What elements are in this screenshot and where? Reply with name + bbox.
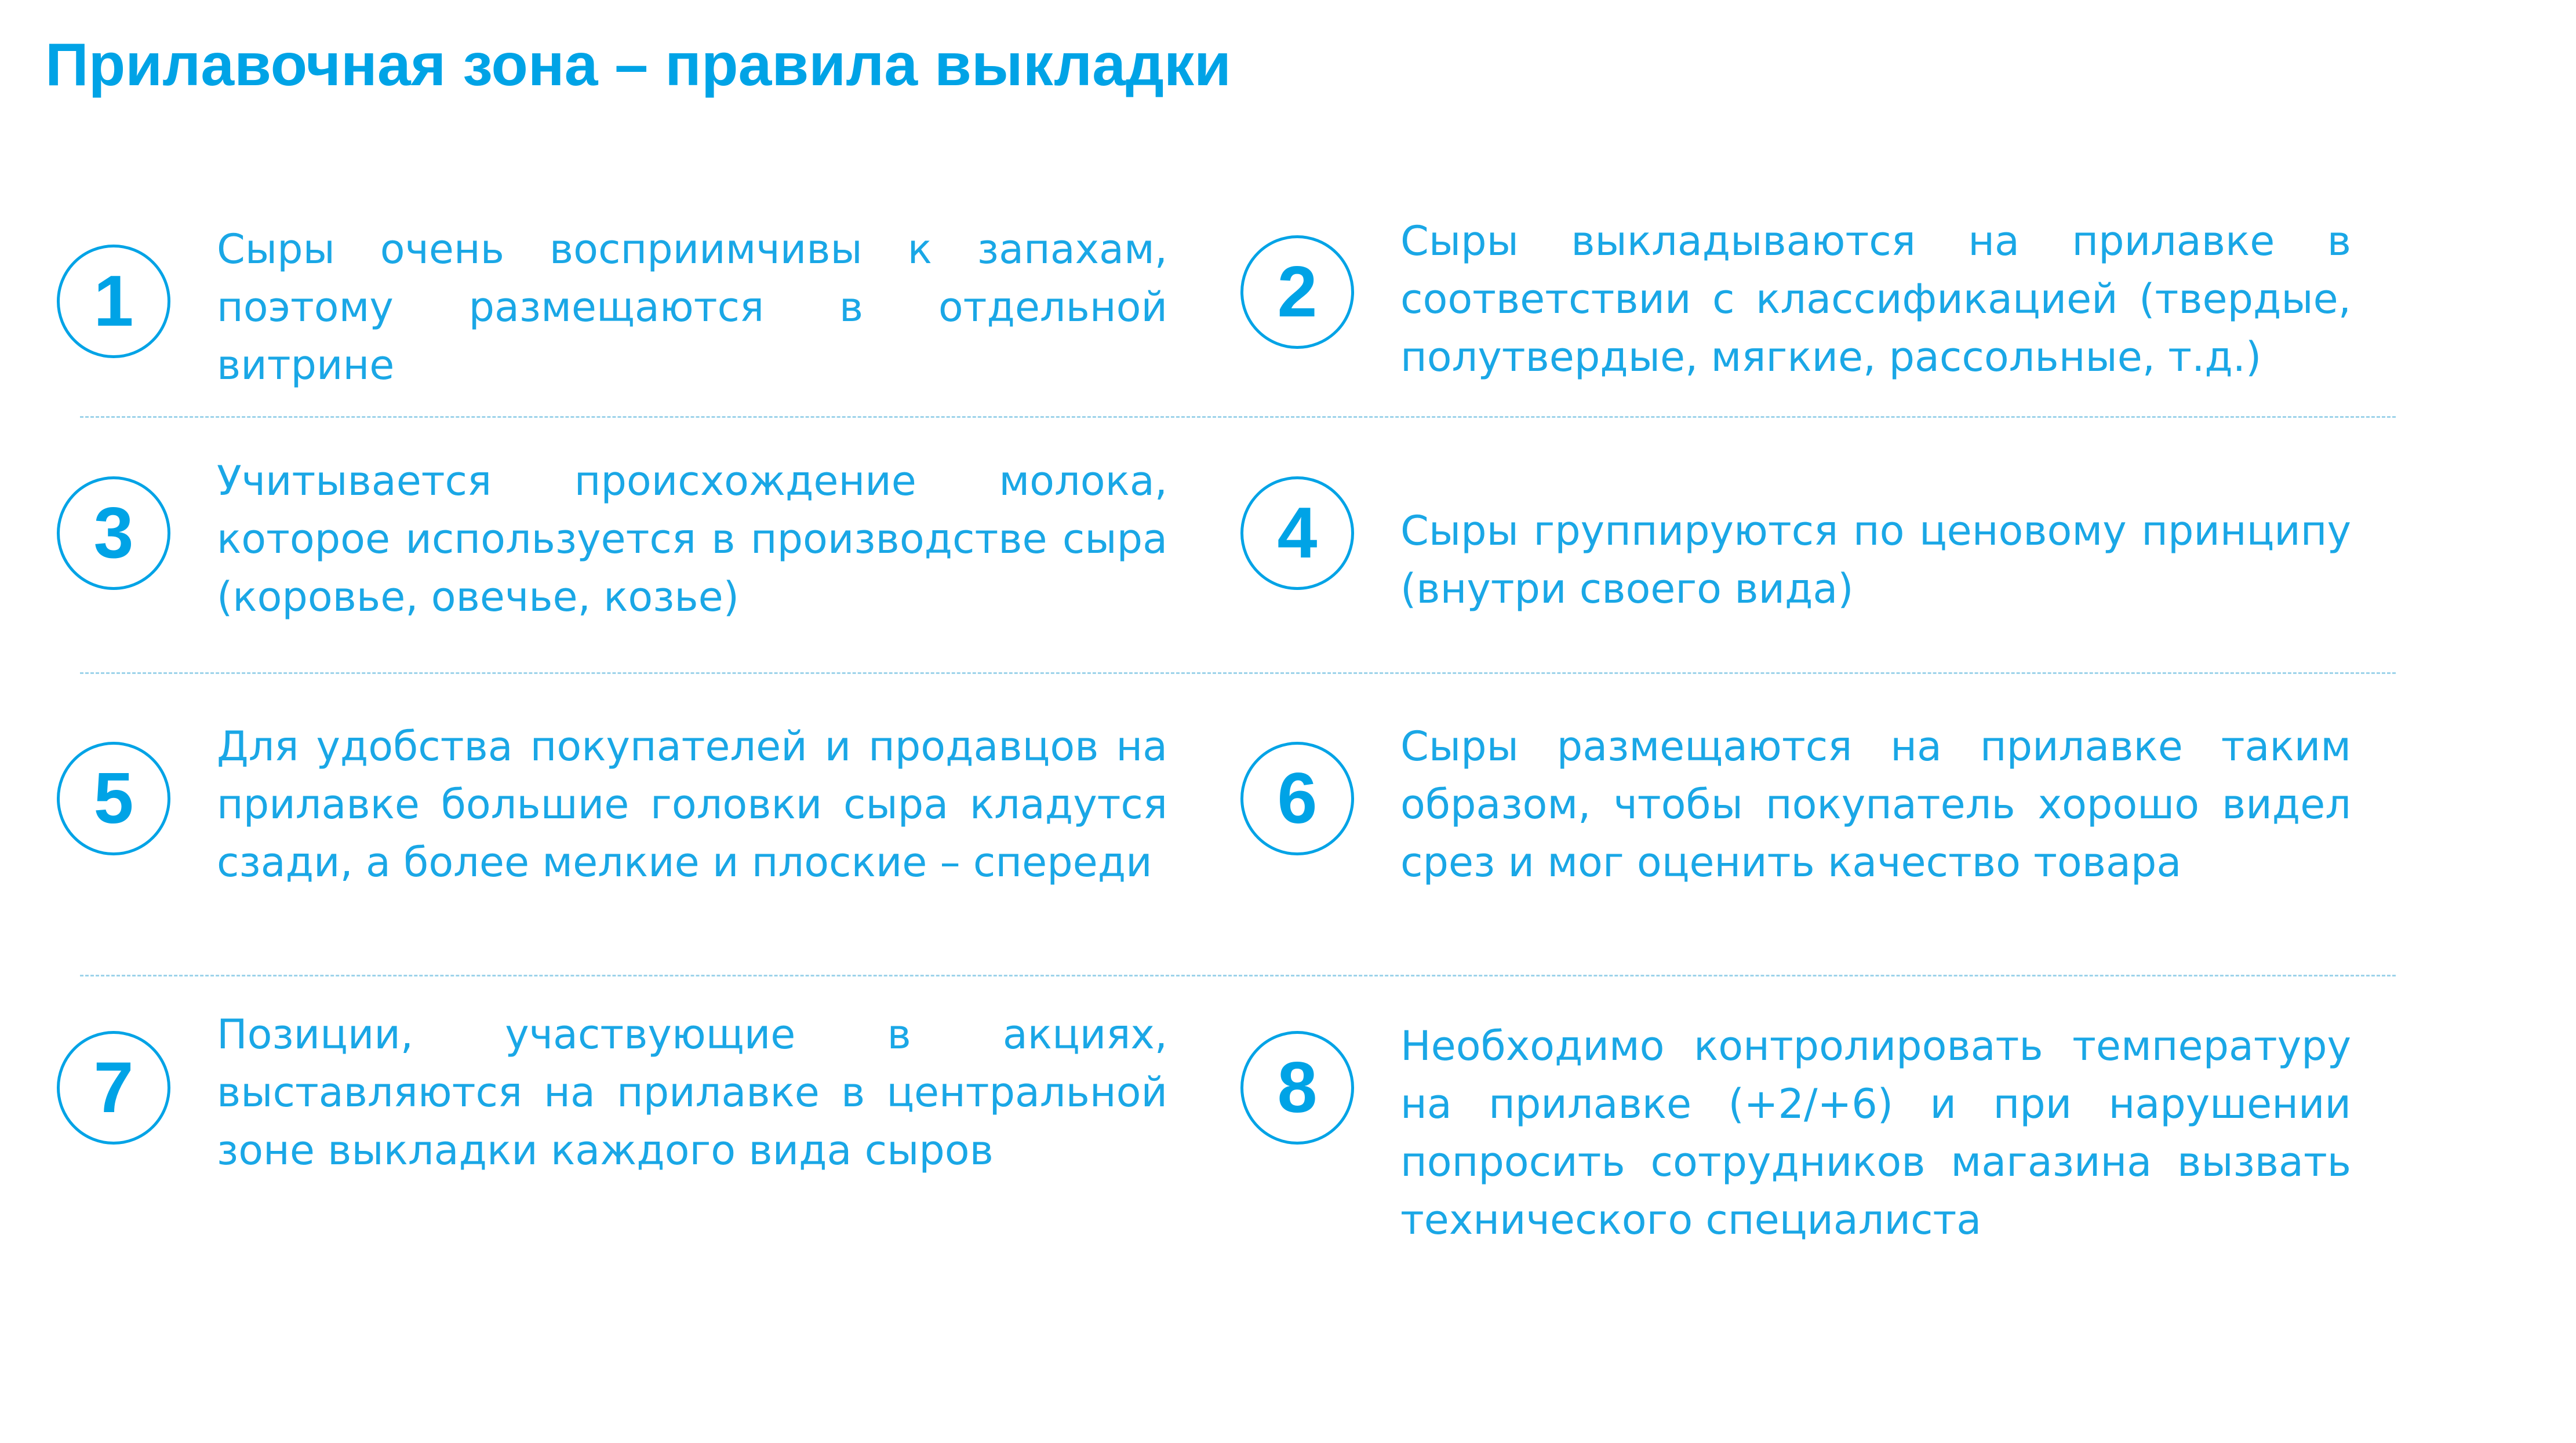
number-badge: 5 [57,742,170,855]
number-badge: 7 [57,1031,170,1145]
row-divider [80,975,2396,976]
rule-text: Сыры размещаются на прилавке таким образом, чтобы покупатель хорошо видел срез и мог оценить качество товара [1400,723,2351,886]
rule-text: Позиции, участвующие в акциях, выставляются на прилавке в центральной зоне выкладки каждого вида сыров [217,1011,1167,1174]
rule-text: Сыры очень восприимчивы к запахам, поэтому размещаются в отдельной витрине [217,225,1167,389]
rule-text: Учитывается происхождение молока, которое используется в производстве сыра (коровье, овечье, козье) [217,457,1167,621]
number-badge: 1 [57,245,170,358]
number-badge: 8 [1240,1031,1354,1145]
rule-text: Сыры выкладываются на прилавке в соответствии с классификацией (твердые, полутвердые, мягкие, рассольные, т.д.) [1400,217,2351,381]
row-divider [80,672,2396,674]
row-divider [80,416,2396,418]
rule-text: Необходимо контролировать температуру на прилавке (+2/+6) и при нарушении попросить сотрудников магазина вызвать технического специалиста [1400,1022,2351,1244]
number-badge: 3 [57,476,170,590]
page-title: Прилавочная зона – правила выкладки [45,31,1231,99]
number-badge: 2 [1240,235,1354,349]
rule-text: Сыры группируются по ценовому принципу (внутри своего вида) [1400,507,2351,613]
number-badge: 4 [1240,476,1354,590]
rule-text: Для удобства покупателей и продавцов на прилавке большие головки сыра кладутся сзади, а более мелкие и плоские – спереди [217,723,1167,886]
number-badge: 6 [1240,742,1354,855]
